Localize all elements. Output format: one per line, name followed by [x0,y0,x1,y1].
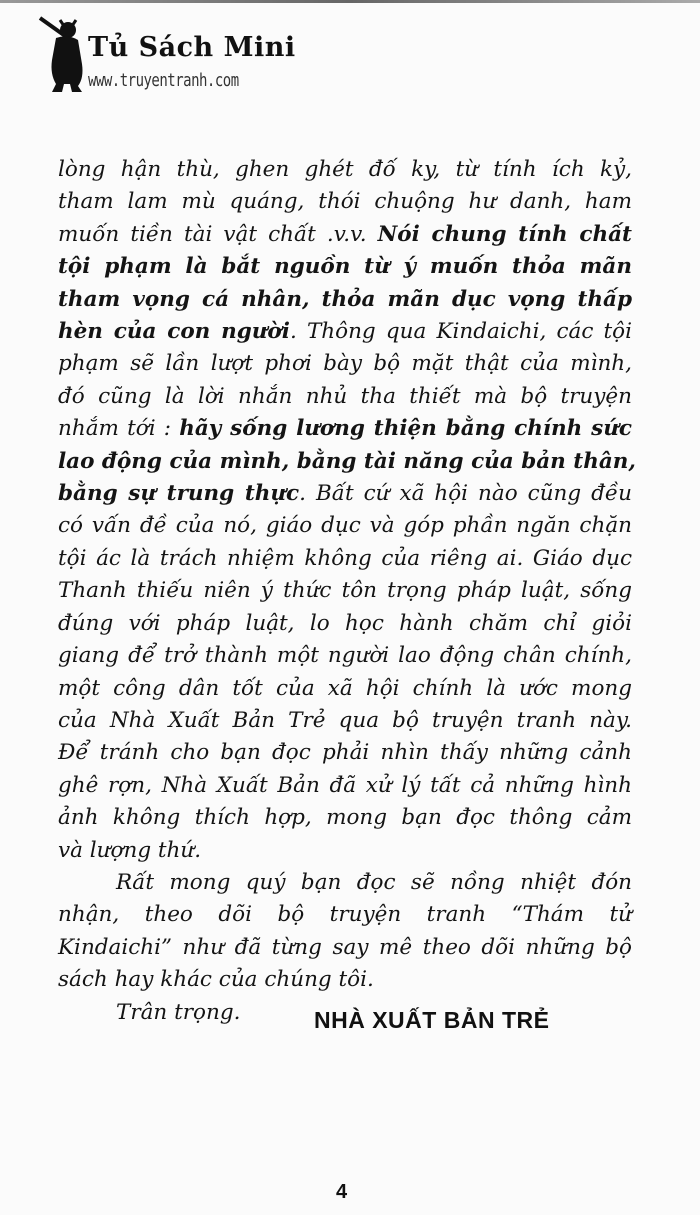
text-line [58,543,632,575]
text-line [58,154,632,186]
emphasized-text: hãy sống lương thiện bằng chính sức [179,416,633,442]
text-line [58,251,632,283]
text-line [58,413,632,445]
text-segment: tội ác là trách nhiệm không của riêng ai. Giáo dục [58,545,632,571]
emphasized-text: Nói chung tính chất [377,221,632,247]
text-segment: . Thông qua Kindaichi, các tội [289,319,632,345]
text-segment: Thanh thiếu niên ý thức tôn trọng pháp luật, sống [58,578,632,604]
emphasized-text: tham vọng cá nhân, thỏa mãn dục vọng thấp [58,286,632,312]
text-line [58,705,632,737]
text-line [58,186,632,218]
text-segment: tham lam mù quáng, thói chuộng hư danh, ham [58,189,632,215]
text-segment: Để tránh cho bạn đọc phải nhìn thấy những cảnh [58,740,632,766]
text-segment: và lượng thứ. [58,837,202,863]
text-line [58,284,632,316]
series-logo [38,16,296,96]
text-segment: đúng với pháp luật, lo học hành chăm chỉ giỏi [58,610,632,636]
text-line [58,835,632,867]
text-line [58,219,632,251]
text-line [58,316,632,348]
text-line [58,381,632,413]
text-segment: muốn tiền tài vật chất .v.v. [58,221,378,247]
preface-body-text [58,154,636,1029]
text-line [58,348,632,380]
text-segment: ghê rợn, Nhà Xuất Bản đã xử lý tất cả những hình [58,772,632,798]
ninja-silhouette-icon [38,16,88,94]
text-line [58,899,632,931]
text-line [58,867,632,899]
text-segment: sách hay khác của chúng tôi. [58,967,374,993]
text-line [58,446,636,478]
text-line [58,802,632,834]
page-top-edge [0,0,700,3]
text-line [58,964,632,996]
text-line [58,737,632,769]
text-segment: nhắm tới : [58,416,180,442]
emphasized-text: tội phạm là bắt nguồn từ ý muốn thỏa mãn [58,254,632,280]
logo-url: www.truyentranh.com [88,71,239,91]
text-line [58,510,632,542]
text-segment: nhận, theo dõi bộ truyện tranh “Thám tử [58,902,632,928]
text-segment: giang để trở thành một người lao động chân chính, [58,643,632,669]
emphasized-text: bằng sự trung thực [58,481,300,507]
text-line [58,673,632,705]
text-segment: đó cũng là lời nhắn nhủ tha thiết mà bộ truyện [58,383,632,409]
text-segment: . Bất cứ xã hội nào cũng đều [299,481,632,507]
emphasized-text: hèn của con người [58,319,290,345]
text-line [58,608,632,640]
text-line [58,640,632,672]
text-segment: phạm sẽ lần lượt phơi bày bộ mặt thật của mình, [58,351,632,377]
text-segment: Trân trọng. [116,999,241,1025]
text-segment: Kindaichi” như đã từng say mê theo dõi những bộ [58,934,632,960]
text-segment: ảnh không thích hợp, mong bạn đọc thông cảm [58,805,632,831]
text-segment: có vấn đề của nó, giáo dục và góp phần ngăn chặn [58,513,632,539]
text-line [58,932,632,964]
text-line [58,478,632,510]
page-number: 4 [336,1181,348,1203]
text-segment: của Nhà Xuất Bản Trẻ qua bộ truyện tranh này. [58,707,632,733]
publisher-signature: NHÀ XUẤT BẢN TRẺ [314,1007,550,1033]
logo-title: Tủ Sách Mini [88,32,296,63]
text-segment: lòng hận thù, ghen ghét đố ky, từ tính ích kỷ, [58,157,632,182]
text-segment: một công dân tốt của xã hội chính là ước mong [58,675,632,701]
text-line [58,770,632,802]
text-line [58,575,632,607]
emphasized-text: lao động của mình, bằng tài năng của bản thân, [58,448,636,474]
text-segment: Rất mong quý bạn đọc sẽ nồng nhiệt đón [116,869,632,895]
